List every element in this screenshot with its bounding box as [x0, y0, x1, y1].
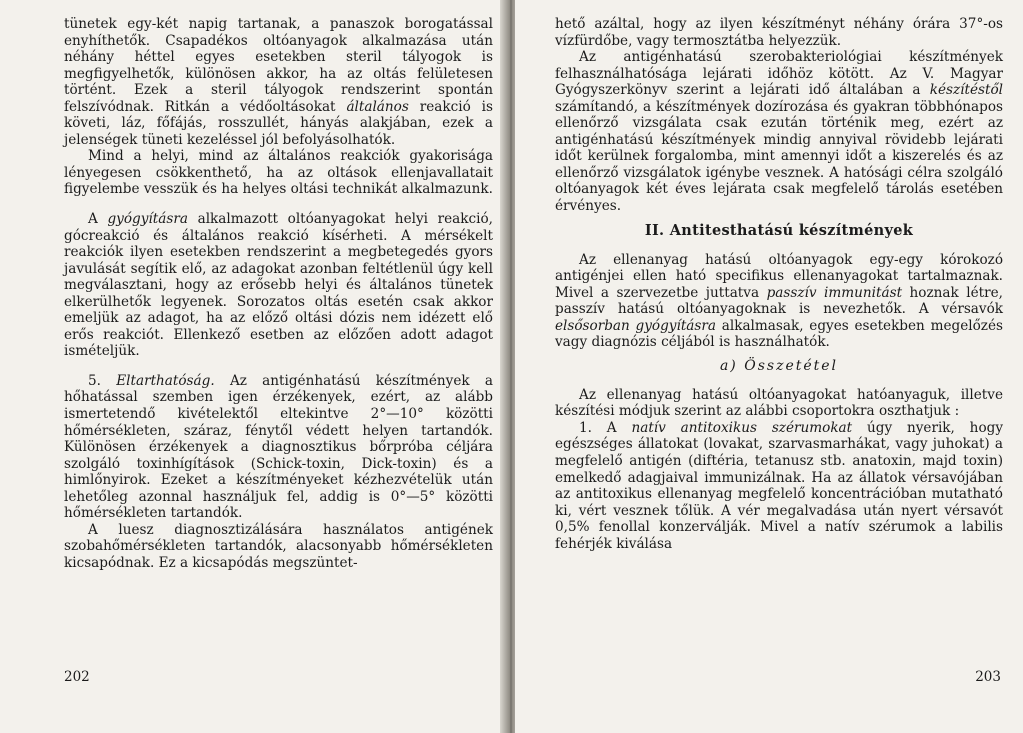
paragraph: hető azáltal, hogy az ilyen készítményt néhány órára 37°-os vízfürdőbe, vagy termosztátba helyezzük.	[555, 16, 1003, 49]
paragraph: Az ellenanyag hatású oltóanyagok egy-egy kórokozó antigénjei ellen ható specifikus ellenanyagokat tartalmaznak. Mivel a szervezetbe juttatva passzív immunitást hoznak létre, passzív hatású oltóanyagoknak is nevezhetők. A vérsavók elsősorban gyógyításra alkalmasak, egyes esetekben megelőzés vagy diagnózis céljából is használhatók.	[555, 251, 1003, 351]
left-page	[0, 0, 507, 733]
page-number: 203	[975, 669, 1001, 685]
paragraph: tünetek egy-két napig tartanak, a panaszok borogatással enyhíthetők. Csapadékos oltóanyagok alkalmazása után néhány héttel egyes esetekben steril tályogok is megfigyelhetők, különösen akkor, ha az oltás felületesen történt. Ezek a steril tályogok rendszerint spontán felszívódnak. Ritkán a védőoltásokat általános reakció is követi, láz, főfájás, rosszullét, hányás alakjában, ezek a jelenségek tüneti kezeléssel jól befolyásolhatók.	[64, 16, 493, 148]
paragraph: Az antigénhatású szerobakteriológiai készítmények felhasználhatósága lejárati időhöz kötött. Az V. Magyar Gyógyszerkönyv szerint a lejárati idő általában a készítéstől számítandó, a készítmények dozírozása és gyakran többhónapos ellenőrző vizsgálata csak ezután történik meg, ezért az antigénhatású készítmények mindig annyival rövidebb lejárati időt kerülnek forgalomba, mint amennyi időt a kiszerelés és az ellenőrző vizsgálatok igénybe vesznek. A hatósági célra szolgáló oltóanyagok két éves lejárata csak megfelelő tárolás esetében érvényes.	[555, 49, 1004, 215]
section-heading: II. Antitesthatású készítmények	[644, 221, 914, 239]
paragraph: A luesz diagnosztizálására használatos antigének szobahőmérsékleten tartandók, alacsonyabb hőmérsékleten kicsapódnak. Ez a kicsapódás megszüntet-	[64, 521, 493, 571]
paragraph: Az ellenanyag hatású oltóanyagokat hatóanyaguk, illetve készítési módjuk szerint az alábbi csoportokra oszthatjuk :	[555, 386, 1003, 420]
paragraph: A gyógyításra alkalmazott oltóanyagokat helyi reakció, gócreakció és általános reakció kísérheti. A mérsékelt reakciók ilyen esetekben rendszerint a megbetegedés gyors javulását segítik elő, az adagokat azonban feltétlenül úgy kell megválasztani, hogy az erősebb helyi és általános tünetek elkerülhetők legyenek. Sorozatos oltás esetén csak akkor emeljük az adagot, ha az előző oltási dózis nem idézett elő erős reakciót. Ellenkező esetben az előzően adott adagot ismételjük.	[64, 211, 493, 360]
subheading: a) Összetétel	[719, 357, 839, 374]
page-number: 202	[64, 669, 90, 685]
paragraph: Mind a helyi, mind az általános reakciók gyakorisága lényegesen csökkenthető, ha az oltások ellenjavallatait figyelembe vesszük és ha helyes oltási technikát alkalmazunk.	[64, 148, 493, 198]
paragraph: 5. Eltarthatóság. Az antigénhatású készítmények a hőhatással szemben igen érzékenyek, ezért, az alább ismertetendő kivételektől eltekintve 2°—10° közötti hőmérsékleten, száraz, fénytől védett helyen tartandók. Különösen érzékenyek a diagnosztikus bőrpróba céljára szolgáló toxinhígítások (Schick-toxin, Dick-toxin) és a himlőnyirok. Ezeket a készítményeket kézhezvételük után lehetőleg azonnal használjuk fel, addig is 0°—5° közötti hőmérsékleten tartandók.	[64, 372, 493, 522]
right-page	[515, 0, 1023, 733]
paragraph: 1. A natív antitoxikus szérumokat úgy nyerik, hogy egészséges állatokat (lovakat, szarvasmarhákat, vagy juhokat) a megfelelő antigén (diftéria, tetanusz stb. anatoxin, majd toxin) emelkedő adagjaival immunizálnak. Ha az állatok vérsavójában az antitoxikus ellenanyag megfelelő koncentrációban mutatható ki, vért vesznek tőlük. A vér megalvadása után nyert vérsavót 0,5% fenollal konzerválják. Mivel a natív szérumok a labilis fehérjék kiválása	[555, 419, 1004, 552]
